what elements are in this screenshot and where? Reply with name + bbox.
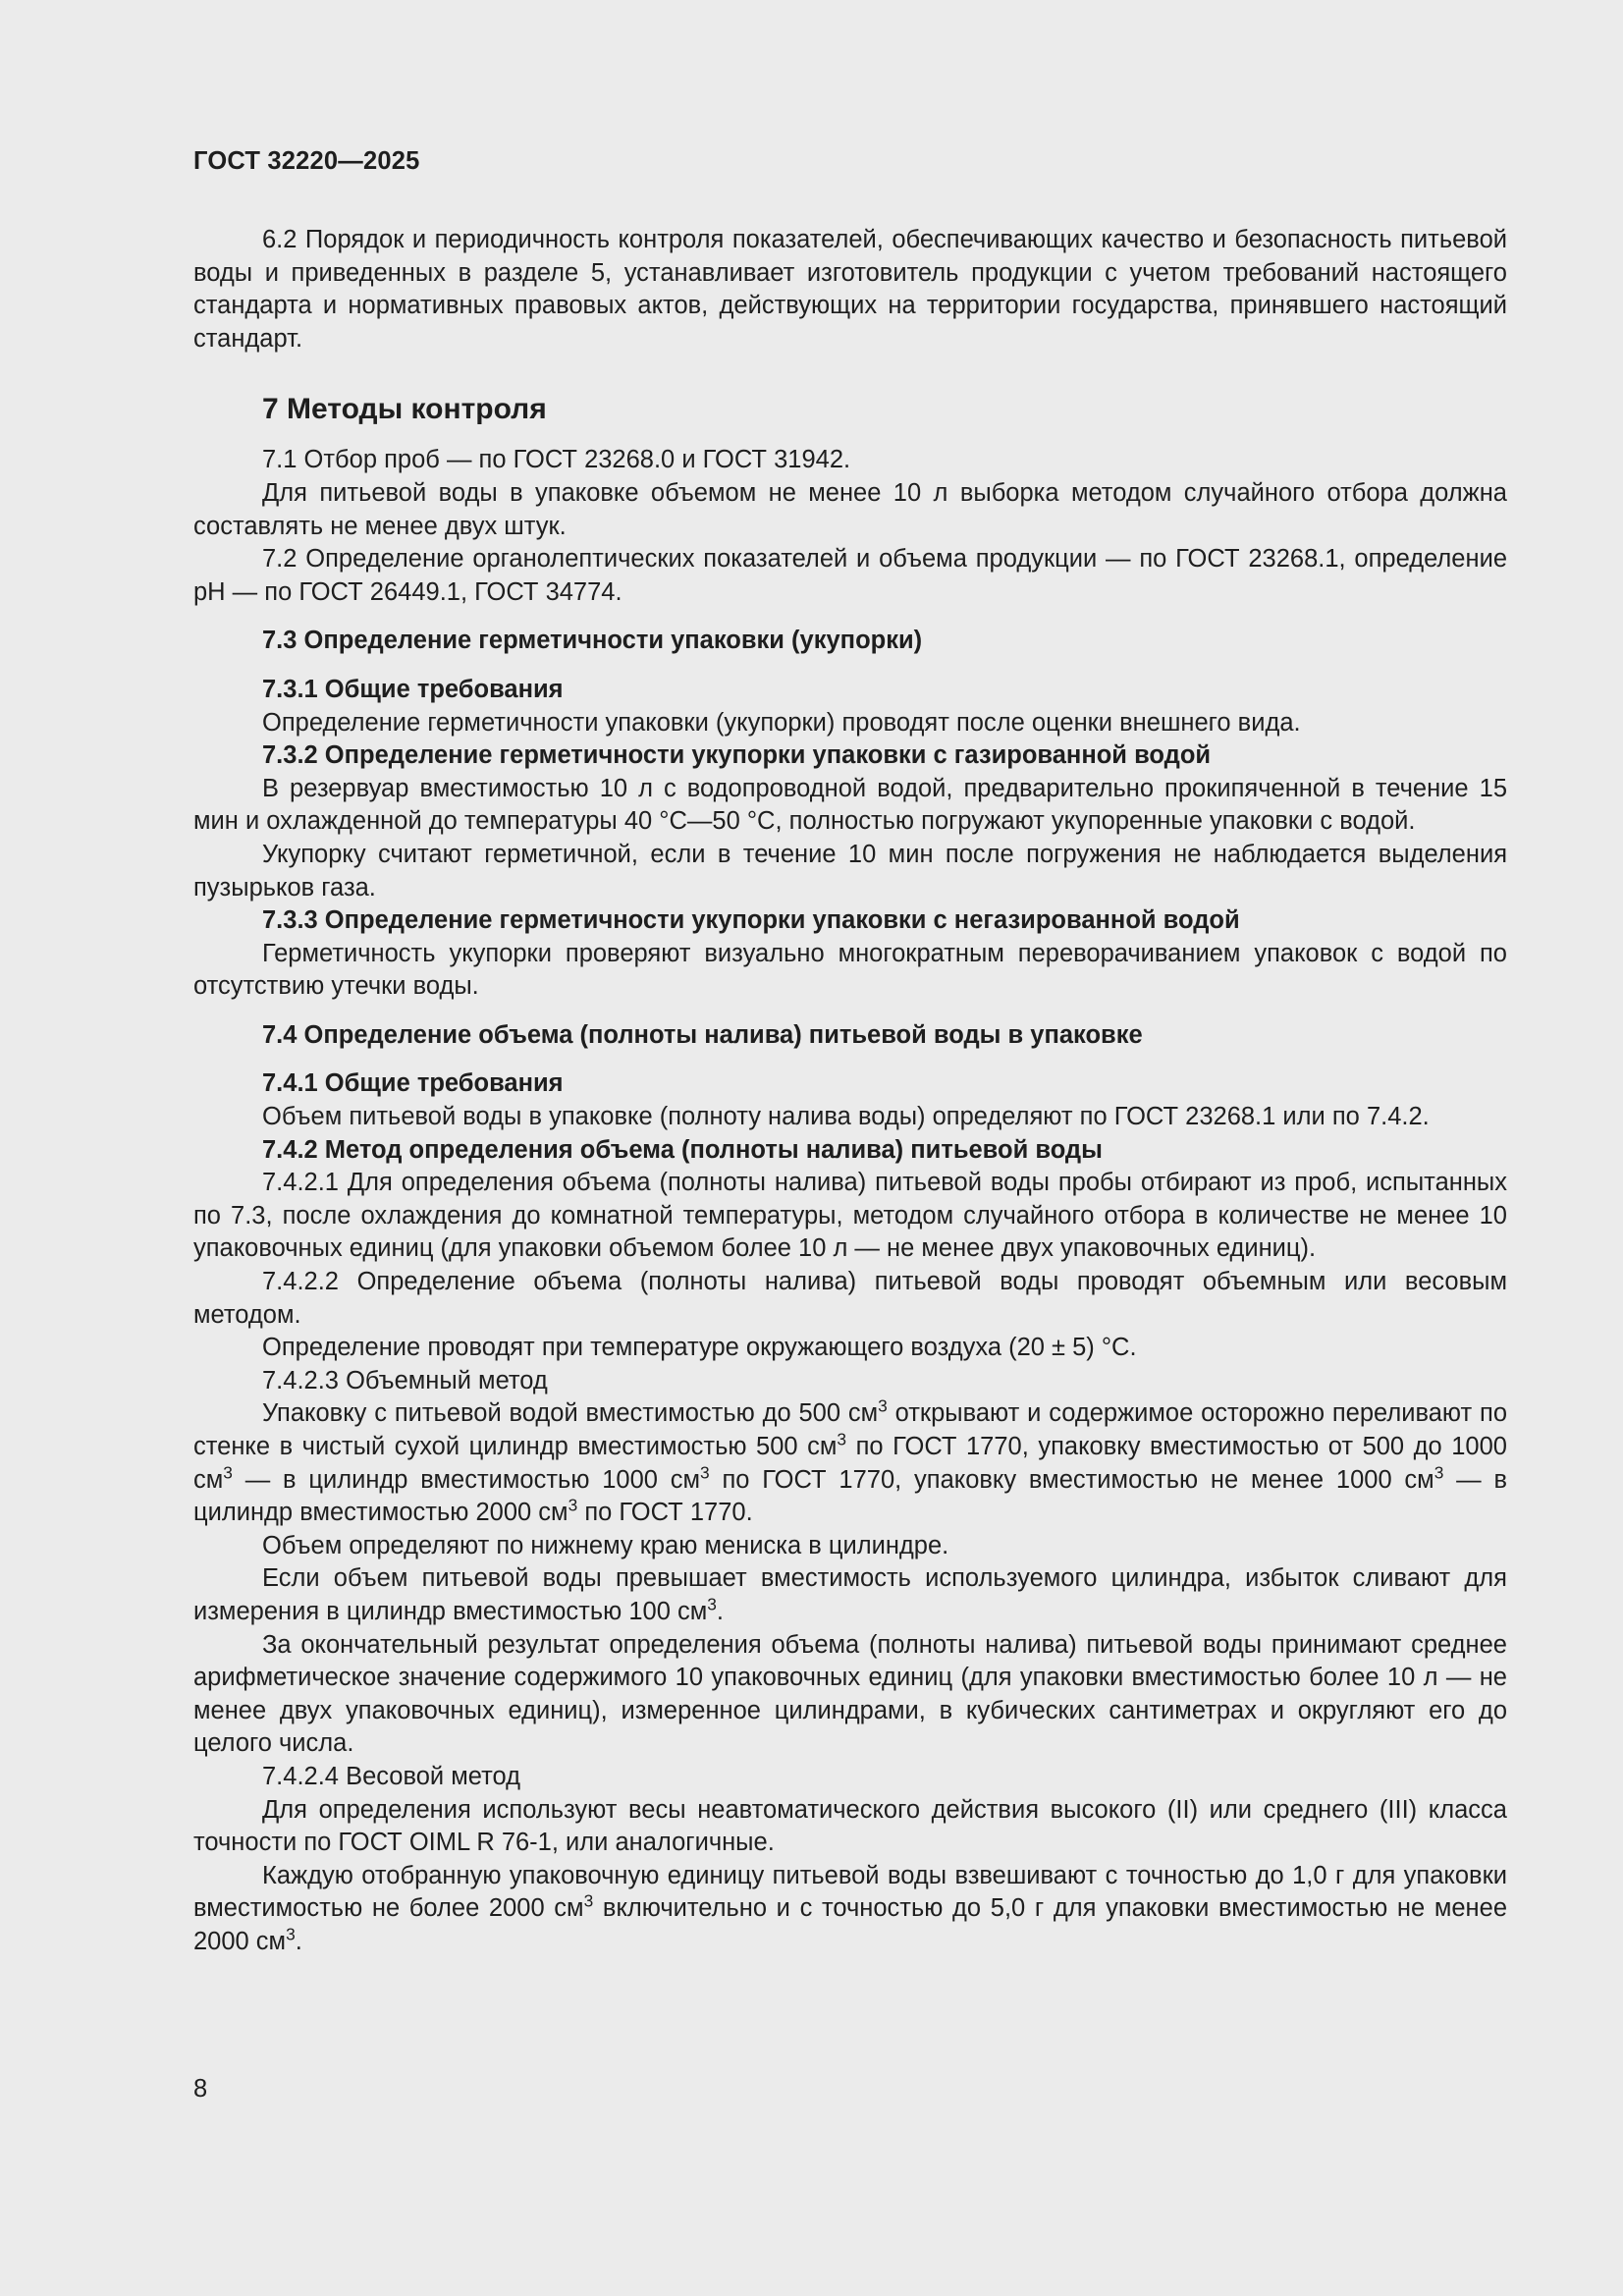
paragraph-7-4-2-4: 7.4.2.4 Весовой метод	[262, 1762, 521, 1790]
paragraph-7-4-2-2: 7.4.2.2 Определение объема (полноты налива) питьевой воды проводят объемным или весовым методом.	[193, 1268, 1507, 1329]
paragraph-7-4-1: Объем питьевой воды в упаковке (полноту налива воды) определяют по ГОСТ 23268.1 или по 7.4.2.	[262, 1103, 1430, 1131]
heading-7-4-2: 7.4.2 Метод определения объема (полноты налива) питьевой воды	[262, 1135, 1103, 1164]
paragraph-7-4-2-1: 7.4.2.1 Для определения объема (полноты налива) питьевой воды пробы отбирают из проб, испытанных по 7.3, после охлаждения до комнатной температуры, методом случайного отбора в количестве не менее 10 упаковочных единиц (для упаковки объемом более 10 л — не менее двух упаковочных единиц).	[193, 1169, 1507, 1263]
paragraph-final-result: За окончательный результат определения объема (полноты налива) питьевой воды принимают среднее арифметическое значение содержимого 10 упаковочных единиц (для упаковки вместимостью более 10 л — не менее двух упаковочных единиц), измеренное цилиндрами, в кубических сантиметрах и округляют его до целого числа.	[193, 1630, 1507, 1758]
paragraph-7-4-2-2-temperature: Определение проводят при температуре окружающего воздуха (20 ± 5) °С.	[262, 1334, 1137, 1362]
heading-7-3: 7.3 Определение герметичности упаковки (укупорки)	[262, 627, 923, 655]
paragraph-7-2: 7.2 Определение органолептических показателей и объема продукции — по ГОСТ 23268.1, определение pH — по ГОСТ 26449.1, ГОСТ 34774.	[193, 545, 1507, 606]
paragraph-scales: Для определения используют весы неавтоматического действия высокого (II) или среднего (III) класса точности по ГОСТ OIML R 76-1, или аналогичные.	[193, 1795, 1507, 1857]
heading-7-3-3: 7.3.3 Определение герметичности укупорки упаковки с негазированной водой	[262, 906, 1240, 935]
section-7-heading: 7 Методы контроля	[262, 393, 547, 426]
heading-7-4: 7.4 Определение объема (полноты налива) питьевой воды в упаковке	[262, 1020, 1143, 1049]
paragraph-7-3-1: Определение герметичности упаковки (укупорки) проводят после оценки внешнего вида.	[262, 708, 1301, 737]
paragraph-6-2: 6.2 Порядок и периодичность контроля показателей, обеспечивающих качество и безопасность питьевой воды и приведенных в разделе 5, устанавливает изготовитель продукции с учетом требований настоящего стандарта и нормативных правовых актов, действующих на территории государства, принявшего настоящий стандарт.	[193, 226, 1507, 353]
document-body	[193, 224, 1507, 1959]
paragraph-7-4-2-3: 7.4.2.3 Объемный метод	[262, 1366, 548, 1394]
paragraph-7-3-3: Герметичность укупорки проверяют визуально многократным переворачиванием упаковок с водой по отсутствию утечки воды.	[193, 939, 1507, 1001]
paragraph-excess: Если объем питьевой воды превышает вместимость используемого цилиндра, избыток сливают для измерения в цилиндр вместимостью 100 $см^3$.	[193, 1564, 1507, 1625]
paragraph-meniscus: Объем определяют по нижнему краю мениска в цилиндре.	[262, 1531, 949, 1559]
paragraph-weighing: Каждую отобранную упаковочную единицу питьевой воды взвешивают с точностью до 1,0 г для упаковки вместимостью не более 2000 $см^3$ включительно и с точностью до 5,0 г для упаковки вместимостью не менее 2000 $см^3$.	[193, 1861, 1507, 1955]
page-number: 8	[193, 2075, 208, 2103]
heading-7-4-1: 7.4.1 Общие требования	[262, 1069, 564, 1098]
heading-7-3-1: 7.3.1 Общие требования	[262, 675, 564, 703]
paragraph-volumetric-procedure: Упаковку с питьевой водой вместимостью до 500 $см^3$ открывают и содержимое осторожно переливают по стенке в чистый сухой цилиндр вместимостью 500 $см^3$ по ГОСТ 1770, упаковку вместимостью от 500 до 1000 $см^3$ — в цилиндр вместимостью 1000 $см^3$ по ГОСТ 1770, упаковку вместимостью не менее 1000 $см^3$ — в цилиндр вместимостью 2000 $см^3$ по ГОСТ 1770.	[193, 1395, 1507, 1527]
paragraph-7-3-2-procedure: В резервуар вместимостью 10 л с водопроводной водой, предварительно прокипяченной в течение 15 мин и охлажденной до температуры 40 °С—50 °С, полностью погружают укупоренные упаковки с водой.	[193, 774, 1507, 836]
paragraph-7-1: 7.1 Отбор проб — по ГОСТ 23268.0 и ГОСТ 31942.	[262, 446, 851, 474]
paragraph-7-3-2-criterion: Укупорку считают герметичной, если в течение 10 мин после погружения не наблюдается выделения пузырьков газа.	[193, 840, 1507, 902]
paragraph-7-1-sampling: Для питьевой воды в упаковке объемом не менее 10 л выборка методом случайного отбора должна составлять не менее двух штук.	[193, 478, 1507, 540]
heading-7-3-2: 7.3.2 Определение герметичности укупорки упаковки с газированной водой	[262, 741, 1212, 770]
document-header: ГОСТ 32220—2025	[193, 147, 420, 175]
